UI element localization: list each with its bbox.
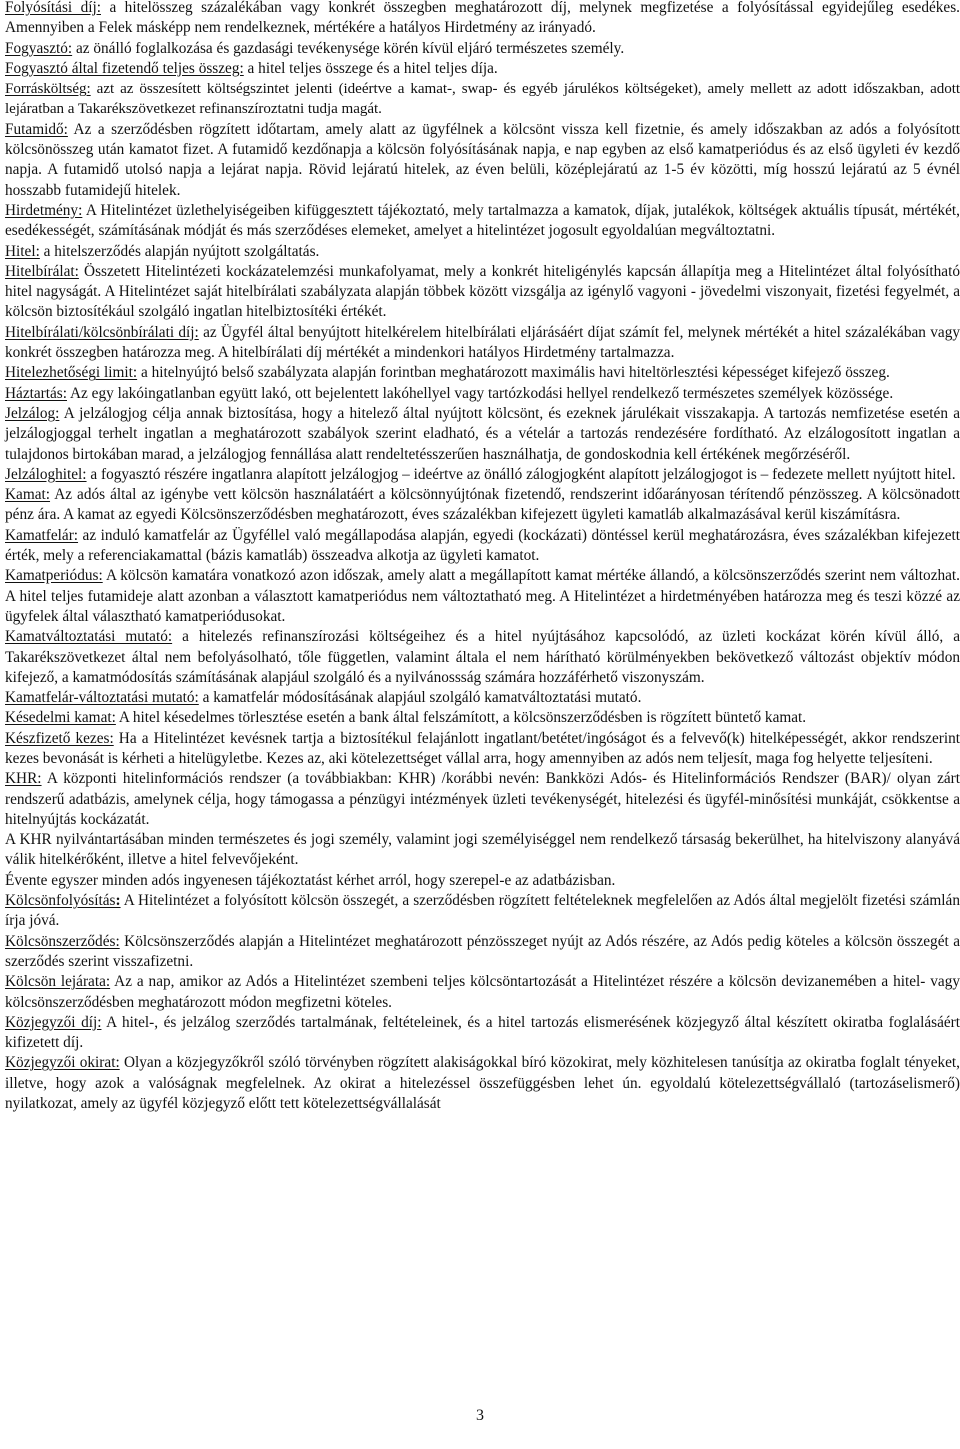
- definition-kolcsonfolyositas: [5, 891, 960, 932]
- definition-text: Kölcsönszerződés alapján a Hitelintézet meghatározott pénzösszeget nyújt az Adós részére, az Adós pedig köteles a kölcsön összegét a szerződés szerint visszafizetni.: [5, 932, 960, 970]
- definition-folyositasi-dij: [5, 0, 960, 39]
- definition-fogyaszto: [5, 39, 960, 59]
- definition-text: A hitel-, és jelzálog szerződés tartalmának, feltételeinek, és a hitel tartozás elismerésének közjegyző által készített okiratba foglalásáért kifizetett díj.: [5, 1013, 960, 1052]
- term-label: Hitelezhetőségi limit:: [5, 364, 138, 382]
- definition-text: azt az összesített költségszintet jelenti (ideértve a kamat-, swap- és egyéb járulékos költségeket), amely mellett az adott időszakban, adott lejáratban a Takarékszövetkezet refinanszíroztatni tudja magát.: [5, 81, 960, 118]
- definition-text: A kölcsön kamatára vonatkozó azon időszak, amely alatt a megállapított kamat mértéke állandó, a kölcsönszerződés szerint nem változhat. A hitel teljes futamideje alatt azonban a választott kamatperiódus nem változtatható meg. A Hitelintézet a hirdetményében határozza meg és teszi közzé az ügyfelek által választható kamatperiódusokat.: [5, 567, 960, 625]
- document-page: [5, 0, 960, 1114]
- term-label: Futamidő:: [5, 120, 68, 138]
- term-colon: :: [115, 892, 121, 910]
- definition-hirdetmeny: [5, 201, 960, 242]
- paragraph-khr-nyilvantartas: [5, 830, 960, 871]
- definition-hitelezhetosegi-limit: [5, 363, 960, 383]
- term-label: Kölcsönszerződés:: [5, 932, 120, 950]
- definition-hitel: [5, 242, 960, 262]
- term-label: Hitel:: [5, 242, 40, 260]
- definition-text: az Ügyfél által benyújtott hitelkérelem hitelbírálati eljárásáért díjat számít fel, melynek mértékét a hitel százalékában vagy konkrét összegben határozza meg. A hitelbírálati díj mértékét a mindenkori hatályos Hirdetmény tartalmazza.: [5, 323, 960, 362]
- definition-futamido: [5, 120, 960, 201]
- term-label: Közjegyzői okirat:: [5, 1054, 120, 1072]
- paragraph-evente-egyszer: [5, 871, 960, 891]
- definition-forraskoltseg: [5, 79, 960, 120]
- paragraph-text: Évente egyszer minden adós ingyenesen tájékoztatást kérhet arról, hogy szerepel-e az adatbázisban.: [5, 871, 616, 889]
- term-label: Forrásköltség:: [5, 81, 91, 98]
- term-label: Kamatperiódus:: [5, 567, 103, 585]
- term-label: Közjegyzői díj:: [5, 1013, 102, 1031]
- definition-fogyaszto-altal-fizetendo: [5, 59, 960, 79]
- term-label: Készfizető kezes:: [5, 729, 114, 747]
- definition-text: a hitel teljes összege és a hitel teljes díja.: [243, 59, 498, 77]
- definition-text: a hitelszerződés alapján nyújtott szolgáltatás.: [39, 242, 320, 260]
- definition-text: A hitel késedelmes törlesztése esetén a bank által felszámított, a kölcsönszerződésben is rögzített büntető kamat.: [115, 709, 807, 727]
- term-label: Hitelbírálati/kölcsönbírálati díj:: [5, 323, 199, 341]
- definition-text: A jelzálogjog célja annak biztosítása, hogy a hitelező által nyújtott kölcsönt, és ezeknek járulékait visszakapja. A tartozás nemfizetése esetén a jelzálogjoggal terhelt ingatlan a meghatározott szabályok szerint eladható, és a vételár a tartozás rendezésére fordítható. Az elzálogosított ingatlan a tulajdonos birtokában marad, a jelzálogjog fennállása alatt rendeltetésszerűen használhatja, de gondoskodnia kell értékének megőrzéséről.: [5, 404, 960, 463]
- definition-kolcsonszerzodes: [5, 932, 960, 973]
- term-label: Jelzáloghitel:: [5, 465, 87, 483]
- definition-kamatvaltoztatasi-mutato: [5, 627, 960, 688]
- definition-khr: [5, 769, 960, 830]
- definition-text: Az adós által az igénybe vett kölcsön használatáért a kölcsönnyújtónak fizetendő, rendszerint időarányosan térítendő pénzösszeg. A kölcsönadott pénz ára. A kamat az egyedi Kölcsönszerződésben meghatározott, éves százalékban kifejezett ügyleti kamatláb alkalmazásával kerül kiszámításra.: [5, 486, 960, 524]
- definition-text: Az a nap, amikor az Adós a Hitelintézet szembeni teljes kölcsöntartozását a Hitelintézet részére a kölcsön devizanemében a hitel- vagy kölcsönszerződésben meghatározott módon megfizetni köteles.: [5, 973, 960, 1011]
- term-label: Kamatváltoztatási mutató:: [5, 628, 173, 646]
- definition-text: az induló kamatfelár az Ügyféllel való megállapodása alapján, egyedi (kockázati) döntéssel kerül meghatározásra, éves százalékban kifejezett érték, mely a referenciakamattal (bázis kamatláb) összeadva alkotja az ügyleti kamatot.: [5, 526, 960, 565]
- definition-kozjegyzoi-okirat: [5, 1053, 960, 1114]
- definition-kamatfelar-valtoztatasi-mutato: [5, 688, 960, 708]
- definition-kamatfelar: [5, 526, 960, 567]
- definition-text: a kamatfelár módosításának alapjául szolgáló kamatváltoztatási mutató.: [198, 689, 642, 707]
- term-label: Késedelmi kamat:: [5, 709, 116, 727]
- definition-text: A központi hitelinformációs rendszer (a továbbiakban: KHR) /korábbi nevén: Bankközi Adós- és Hitelinformációs Rendszer (BAR)/ olyan zárt rendszerű adatbázis, amelynek célja, hogy támogassa a pénzügyi intézmények üzleti tevékenységét, hitelezési és ügyfél-minősítési munkáját, csökkentse a hitelnyújtás kockázatát.: [5, 770, 960, 828]
- term-label: Kölcsönfolyósítás: [5, 892, 116, 910]
- definition-text: Ha a Hitelintézet kevésnek tartja a biztosítékul felajánlott ingatlant/betétet/ingóságot és a felvevő(k) hitelképességét, akkor rendszerint kezes bevonását is kérheti a hitelügyletbe. Kezes az, aki kötelezettséget vállal arra, hogy amennyiben az adós nem teljesít, maga fog helyette teljesíteni.: [5, 729, 960, 767]
- term-label: Jelzálog:: [5, 404, 60, 422]
- term-label: Hitelbírálat:: [5, 262, 79, 280]
- definition-text: a hitelösszeg százalékában vagy konkrét összegben meghatározott díj, melynek megfizetése a folyósítással egyidejűleg esedékes. Amennyiben a Felek másképp nem rendelkeznek, mértékére a hatályos Hirdetmény az irányadó.: [5, 0, 960, 37]
- paragraph-text: A KHR nyilvántartásában minden természetes és jogi személy, valamint jogi személyiséggel nem rendelkező társaság bekerülhet, ha hitelviszony alanyává válik hitelkérőként, illetve a hitel felvevőjeként.: [5, 831, 960, 869]
- term-label: Hirdetmény:: [5, 201, 83, 219]
- definition-text: Az a szerződésben rögzített időtartam, amely alatt az ügyfélnek a kölcsönt vissza kell fizetnie, és amely időszakban az adós a folyósított kölcsönösszeg után kamatot fizet. A futamidő kezdőnapja a kölcsön folyósításának napja, e nap egyben az első kamatperiódus és az első ügyleti év kezdő napja. A futamidő utolsó napja a lejárat napja. Rövid lejáratú hitelek, az éven belüli, középlejáratú az 1-5 év közötti, míg hosszú lejáratú az 5 évnél hosszabb futamidejű hitelek.: [5, 120, 960, 199]
- definition-kesedelmi-kamat: [5, 708, 960, 728]
- term-label: Kamat:: [5, 486, 51, 504]
- definition-jelzaloghitel: [5, 465, 960, 485]
- definition-hitelbiralati-dij: [5, 323, 960, 364]
- term-label: Folyósítási díj:: [5, 0, 101, 16]
- term-label: Fogyasztó által fizetendő teljes összeg:: [5, 59, 244, 77]
- definition-text: A Hitelintézet üzlethelyiségeiben kifüggesztett tájékoztató, mely tartalmazza a kamatok, díjak, jutalékok, költségek aktuális típusát, mértékét, esedékességét, számításának módját és más szerződéses elemeket, amelyet a hitelintézet jogosult egyoldalúan megváltoztatni.: [5, 201, 960, 240]
- definition-kamatperiodus: [5, 566, 960, 627]
- term-label: Háztartás:: [5, 384, 68, 402]
- page-number: 3: [476, 1407, 484, 1424]
- definition-kamat: [5, 485, 960, 526]
- definition-text: Az egy lakóingatlanban együtt lakó, ott bejelentett lakóhellyel vagy tartózkodási hellyel rendelkező természetes személyek közössége.: [67, 384, 894, 402]
- term-label: Fogyasztó:: [5, 39, 73, 57]
- definition-text: Összetett Hitelintézeti kockázatelemzési munkafolyamat, mely a konkrét hiteligénylés kapcsán állapítja meg a Hitelintézet által folyósítható hitel nagyságát. A Hitelintézet saját hitelbírálati szabályzata alapján többek között vizsgálja az igénylő vagyoni - jövedelmi viszonyait, fizetési fegyelmét, a kölcsön biztosítékául szolgáló ingatlan hitelbiztosítéki értékét.: [5, 262, 960, 321]
- definition-hitelbiralat: [5, 262, 960, 323]
- definition-text: Olyan a közjegyzőkről szóló törvényben rögzített alakiságokkal bíró közokirat, mely közhitelesen tanúsítja az okiratba foglalt tényeket, illetve, hogy azok a valóságnak megfelelnek. Az okirat a hitelezéssel összefüggésben lehet ún. egyoldalú kötelezettségvállaló (tartozáselismerő) nyilatkozat, amely az ügyfél közjegyző előtt tett kötelezettségvállalását: [5, 1054, 960, 1113]
- definition-text: a hitelnyújtó belső szabályzata alapján forintban meghatározott maximális havi hiteltörlesztési képességet kifejező összeg.: [137, 364, 890, 382]
- term-label: KHR:: [5, 770, 42, 788]
- definition-kozjegyzoi-dij: [5, 1013, 960, 1054]
- definition-haztartas: [5, 384, 960, 404]
- definition-text: az önálló foglalkozása és gazdasági tevékenysége körén kívül eljáró természetes személy.: [72, 39, 625, 57]
- definition-jelzalog: [5, 404, 960, 465]
- term-label: Kölcsön lejárata:: [5, 973, 111, 991]
- definition-kolcson-lejarata: [5, 972, 960, 1013]
- term-label: Kamatfelár:: [5, 526, 79, 544]
- term-label: Kamatfelár-változtatási mutató:: [5, 689, 199, 707]
- definition-text: a hitelezés refinanszírozási költségeihez és a hitel nyújtásához kapcsolódó, az üzleti kockázat körén kívül álló, a Takarékszövetkezet által nem befolyásolható, tőle független, valamint általa el nem hárítható körülményekben bekövetkező változást objektív módon kifejező, a kamatmódosítás számításának alapjául szolgáló és a nyilvánossság számára hozzáférhető viszonyszám.: [5, 628, 960, 686]
- definition-text: a fogyasztó részére ingatlanra alapított jelzálogjog – ideértve az önálló zálogjogként alapított jelzálogjogot is – fedezete mellett nyújtott hitel.: [86, 465, 956, 483]
- definition-keszfizeto-kezes: [5, 729, 960, 770]
- definition-text: A Hitelintézet a folyósított kölcsön összegét, a szerződésben rögzített feltételeknek megfelelően az Adós által megjelölt fizetési számlán írja jóvá.: [5, 892, 960, 930]
